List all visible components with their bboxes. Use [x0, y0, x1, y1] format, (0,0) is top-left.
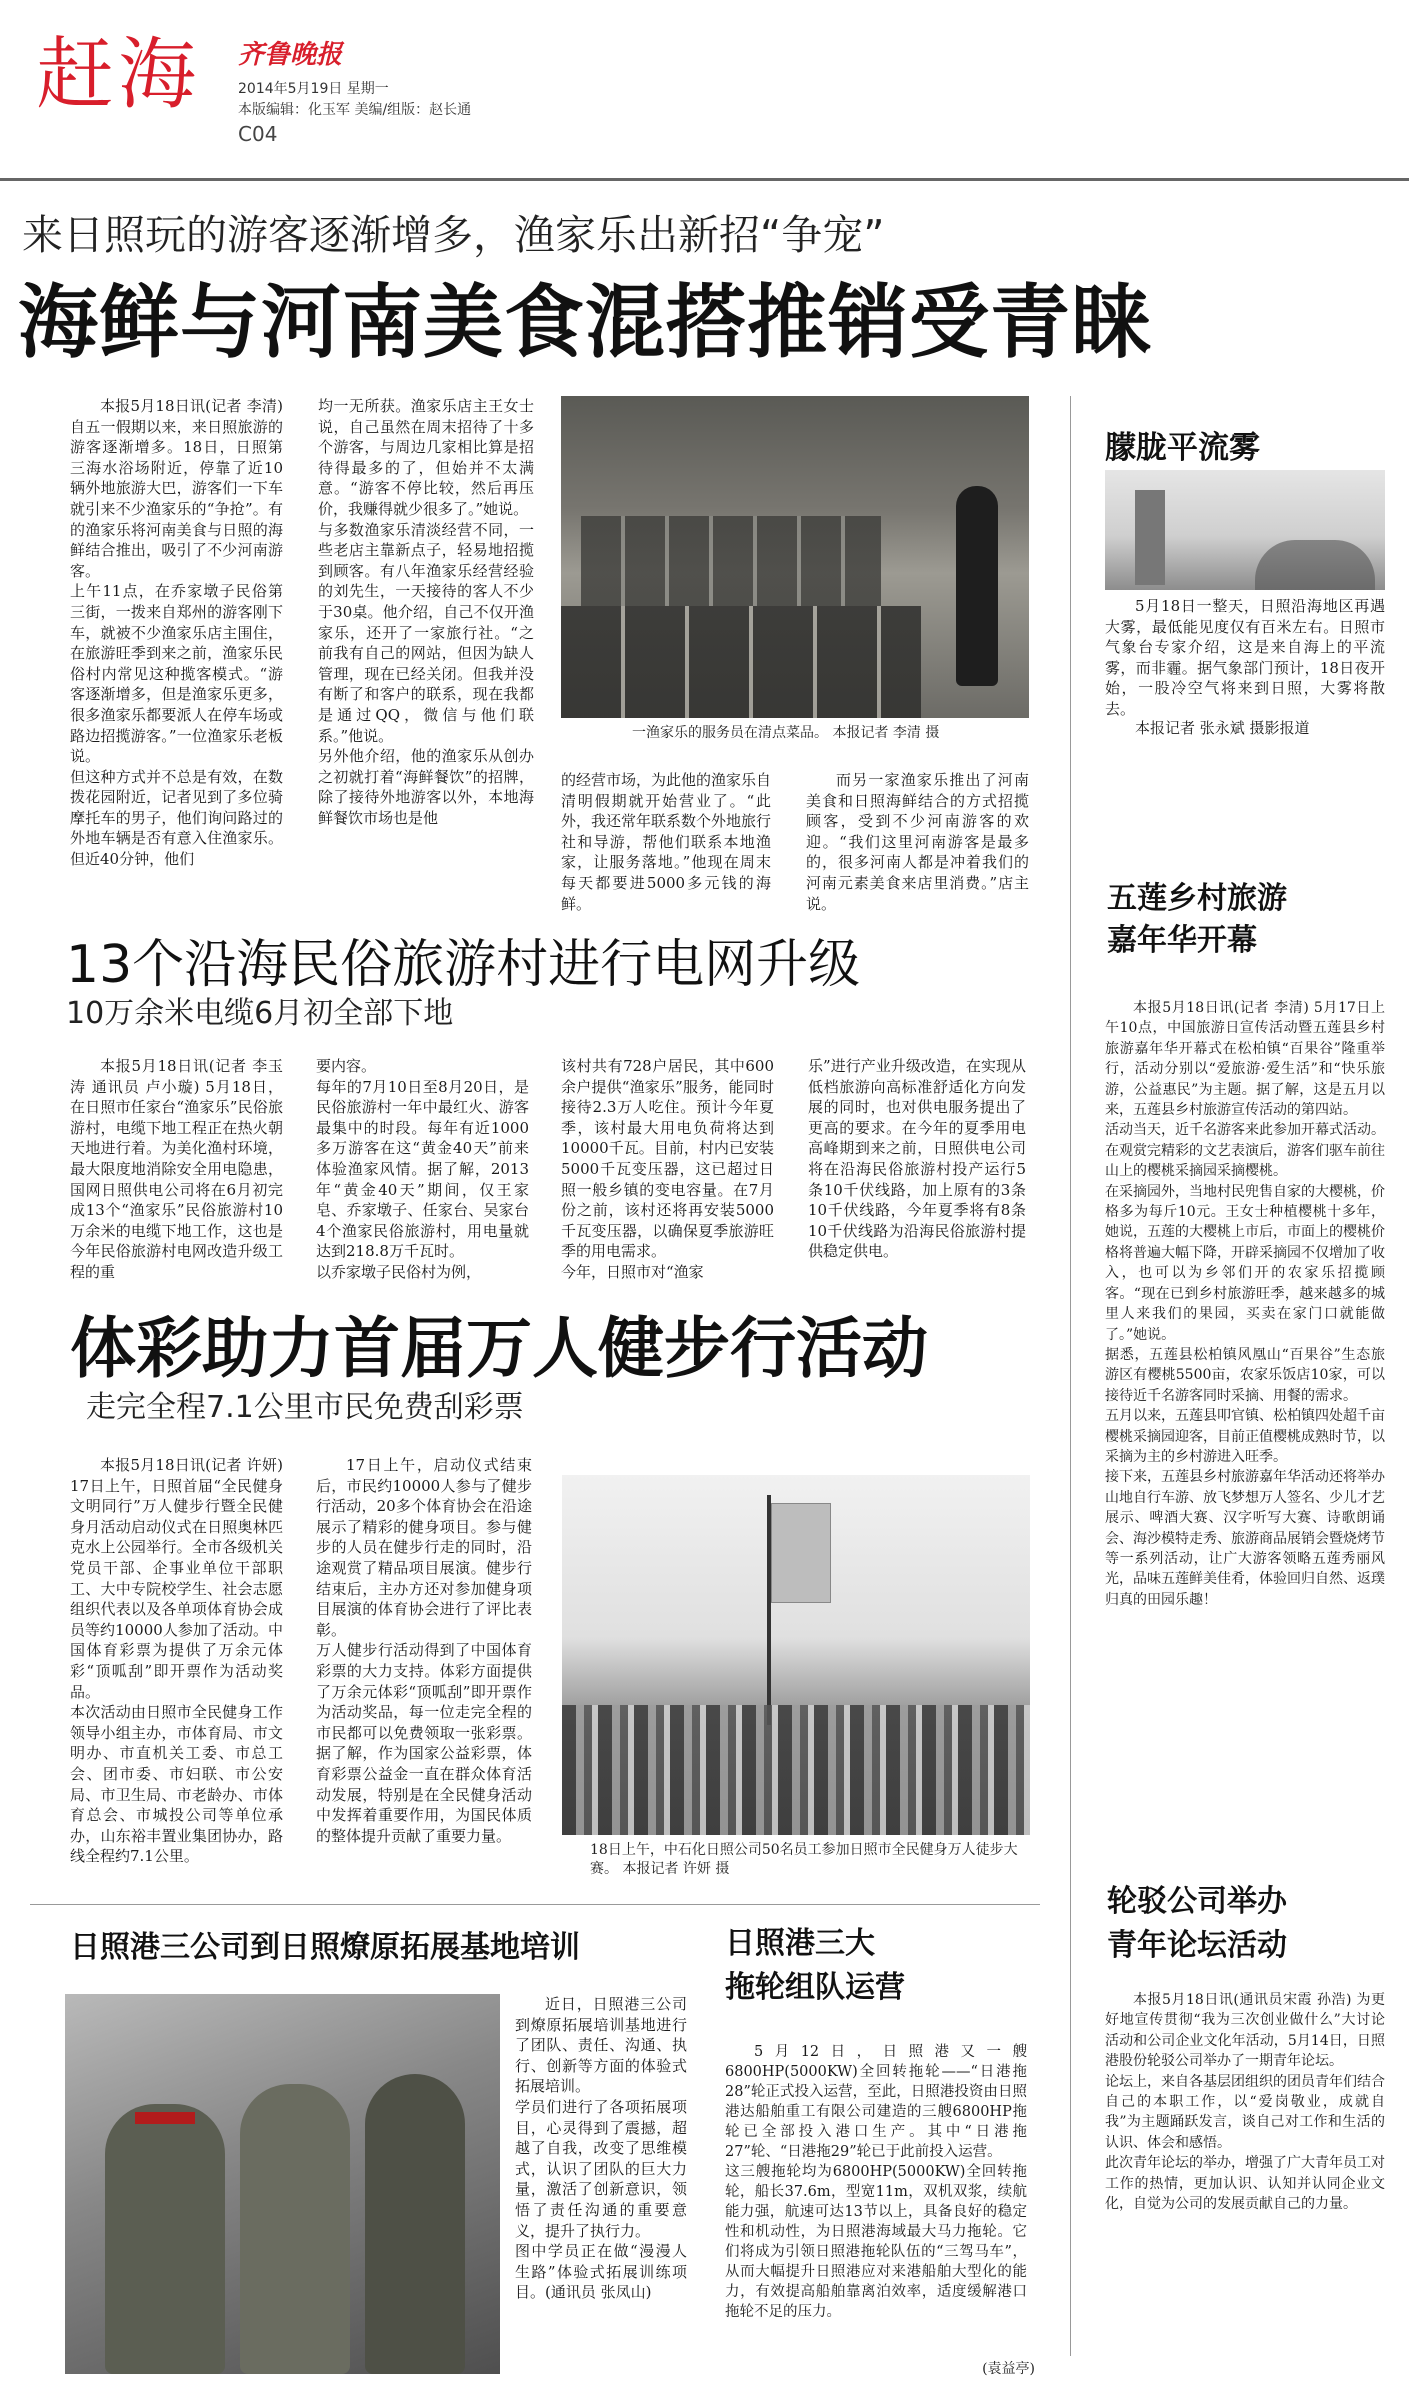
editor-credits: 本版编辑：化玉军 美编/组版：赵长通 [238, 102, 472, 118]
crowd [562, 1705, 1030, 1835]
flag [771, 1503, 831, 1603]
story1-col2 [318, 396, 534, 916]
fog-photo [1105, 470, 1385, 590]
story3-subtitle: 走完全程7.1公里市民免费刮彩票 [86, 1390, 524, 1425]
story1-photo-caption: 一渔家乐的服务员在清点菜品。 本报记者 李清 摄 [632, 725, 940, 741]
story2-text-2: 要内容。 每年的7月10日至8月20日，是民俗旅游村一年中最红火、游客最集中的时段。每年有近1000多万游客在这“黄金40天”前来体验渔家风情。据了解，2013年“黄金40天”期间，仅王家皂、乔家墩子、任家台、吴家台4个渔家民俗旅游村，用电量就达到218.8万千瓦时。 以乔家墩子民俗村为例， [316, 1057, 529, 1281]
story6-body [1105, 998, 1385, 1776]
story5-headline: 日照港三大 拖轮组队运营 [725, 1926, 905, 2005]
issue-date: 2014年5月19日 星期一 [238, 81, 389, 97]
story4-headline: 日照港三公司到日照燎原拓展基地培训 [70, 1930, 580, 1965]
story2-col3 [561, 1056, 774, 1282]
story5-body [725, 2042, 1027, 2360]
story1-text-2: 均一无所获。渔家乐店主王女士说，自己虽然在周末招待了十多个游客，与周边几家相比算是招待得最多的了，但始并不太满意。“游客不停比较，然后再压价，我赚得就少很多了。”她说。 与多数渔家乐清淡经营不同，一些老店主靠新点子，轻易地招揽到顾客。有八年渔家乐经营经验的刘先生，一天接待的客人不少于30桌。他介绍，自己不仅开渔家乐，还开了一家旅行社。“之前我有自己的网站，但因为缺人管理，现在已经关闭。但我并没有断了和客户的联系，现在我都是通过QQ，微信与他们联系。”他说。 另外他介绍，他的渔家乐从创办之初就打着“海鲜餐饮”的招牌，除了接待外地游客以外，本地海鲜餐饮市场也是他 [318, 397, 534, 827]
story3-headline: 体彩助力首届万人健步行活动 [70, 1310, 928, 1387]
story2-text-1: 本报5月18日讯(记者 李玉涛 通讯员 卢小璇) 5月18日，在日照市任家台“渔家乐”民俗旅游村，电缆下地工程正在热火朝天地进行着。为美化渔村环境，最大限度地消除安全用电隐患，国网日照供电公司将在6月初完成13个“渔家乐”民俗旅游村10万余米的电缆下地工作，这也是今年民俗旅游村电网改造升级工程的重 [70, 1057, 283, 1281]
header-rule [0, 178, 1409, 181]
photo-trainee-3 [365, 2074, 465, 2374]
story2-text-3: 该村共有728户居民，其中600余户提供“渔家乐”服务，能同时接待2.3万人吃住。预计今年夏季，该村最大用电负荷将达到10000千瓦。目前，村内已安装5000千瓦变压器，这已超过日照一般乡镇的变电容量。在7月份之前，该村还将再安装5000千瓦变压器，以确保夏季旅游旺季的用电需求。 今年，日照市对“渔家 [561, 1057, 774, 1281]
section-title: 赶海 [36, 30, 201, 120]
page-number: C04 [238, 122, 278, 146]
story7-body [1105, 1990, 1385, 2350]
fog-text: 5月18日一整天，日照沿海地区再遇大雾，最低能见度仅有百米左右。日照市气象台专家介绍，这是来自海上的平流雾，而非霾。据气象部门预计，18日夜开始，一股冷空气将来到日照，大雾将散去。 [1105, 597, 1385, 718]
story3-col2 [316, 1455, 532, 1891]
story2-col2 [316, 1056, 529, 1282]
story3-col1 [70, 1455, 283, 1891]
story4-text: 近日，日照港三公司到燎原拓展培训基地进行了团队、责任、沟通、执行、创新等方面的体验式拓展培训。 学员们进行了各项拓展项目，心灵得到了震撼，超越了自我，改变了思维模式，认识了团队的巨大力量，激活了创新意识，领悟了责任沟通的重要意义，提升了执行力。 图中学员正在做“漫漫人生路”体验式拓展训练项目。(通讯员 张凤山) [515, 1995, 687, 2302]
story3-photo-caption: 18日上午，中石化日照公司50名员工参加日照市全民健身万人徒步大赛。 本报记者 许妍 摄 [590, 1842, 1018, 1877]
story5-credit: (袁益亭) [982, 2361, 1035, 2377]
photo-trainee-2 [240, 2084, 350, 2374]
story1-col4 [806, 770, 1029, 916]
story4-body [515, 1994, 687, 2374]
story6-text: 本报5月18日讯(记者 李清) 5月17日上午10点，中国旅游日宣传活动暨五莲县乡村旅游嘉年华开幕式在松柏镇“百果谷”隆重举行，活动分别以“爱旅游·爱生活”和“快乐旅游，公益惠民”为主题。据了解，这是五月以来，五莲县乡村旅游宣传活动的第四站。 活动当天，近千名游客来此参加开幕式活动。在观赏完精彩的文艺表演后，游客们驱车前往山上的樱桃采摘园采摘樱桃。 在采摘园外，当地村民兜售自家的大樱桃，价格多为每斤10元。王女士种植樱桃十多年，她说，五莲的大樱桃上市后，市面上的樱桃价格将普遍大幅下降，开辟采摘园不仅增加了收入，也可以为乡邻们开的农家乐招揽顾客。“现在已到乡村旅游旺季，越来越多的城里人来我们的果园，买卖在家门口就能做了。”她说。 据悉，五莲县松柏镇风凰山“百果谷”生态旅游区有樱桃5500亩，农家乐饭店10家，可以接待近千名游客同时采摘、用餐的需求。 五月以来，五莲县叩官镇、松柏镇四处超千亩樱桃采摘园迎客，目前正值樱桃成熟时节，以采摘为主的乡村游进入旺季。 接下来，五莲县乡村旅游嘉年华活动还将举办山地自行车游、放飞梦想万人签名、少儿才艺展示、啤酒大赛、汉字听写大赛、诗歌朗诵会、海沙模特走秀、旅游商品展销会暨烧烤节等一系列活动，让广大游客领略五莲秀丽风光，品味五莲鲜美佳肴，体验回归自然、返璞归真的田园乐趣！ [1105, 1000, 1385, 1608]
story7-text: 本报5月18日讯(通讯员宋霞 孙浩) 为更好地宣传贯彻“我为三次创业做什么”大讨论活动和公司企业文化年活动，5月14日，日照港股份轮驳公司举办了一期青年论坛。 论坛上，来自各基层团组织的团员青年们结合自己的本职工作，以“爱岗敬业，成就自我”为主题踊跃发言，谈自己对工作和生活的认识、体会和感悟。 此次青年论坛的举办，增强了广大青年员工对工作的热情，更加认识、认知并认同企业文化，自觉为公司的发展贡献自己的力量。 [1105, 1992, 1385, 2213]
photo-person [956, 486, 998, 686]
story1-text-3: 的经营市场，为此他的渔家乐自清明假期就开始营业了。“此外，我还常年联系数个外地旅行社和导游，帮他们联系本地渔家，让服务落地。”他现在周末每天都要进5000多元钱的海鲜。 [561, 771, 771, 913]
photo-trainee-1 [105, 2104, 225, 2374]
story3-text-2: 17日上午，启动仪式结束后，市民约10000人参与了健步行活动，20多个体育协会在沿途展示了精彩的健身项目。参与健步的人员在健步行走的同时，沿途观赏了精品项目展演。健步行结束后，主办方还对参加健身项目展演的体育协会进行了评比表彰。 万人健步行活动得到了中国体育彩票的大力支持。体彩方面提供了万余元体彩“顶呱刮”即开票作为活动奖品，每一位走完全程的市民都可以免费领取一张彩票。据了解，作为国家公益彩票，体育彩票公益金一直在群众体育活动发展，特别是在全民健身活动中发挥着重要作用，为国民体质的整体提升贡献了重要力量。 [316, 1456, 532, 1845]
fog-building [1135, 490, 1165, 585]
photo-shelves [581, 516, 881, 606]
story1-photo [561, 396, 1029, 718]
right-column-rule [1070, 396, 1071, 2356]
fog-credit [1105, 718, 1385, 760]
fog-body [1105, 596, 1385, 718]
fog-headline: 朦胧平流雾 [1105, 430, 1260, 466]
story5-text: 5月12日，日照港又一艘6800HP(5000KW)全回转拖轮——“日港拖28”轮正式投入运营，至此，日照港投资由日照港达船舶重工有限公司建造的三艘6800HP拖轮已全部投入港口生产。其中“日港拖27”轮、“日港拖29”轮已于此前投入运营。 这三艘拖轮均为6800HP(5000KW)全回转拖轮，船长37.6m，型宽11m，双机双浆，续航能力强，航速可达13节以上，具备良好的稳定性和机动性，为日照港海域最大马力拖轮。它们将成为引领日照港拖轮队伍的“三驾马车”，从而大幅提升日照港应对来港船舶大型化的能力，有效提高船舶靠离泊效率，适度缓解港口拖轮不足的压力。 [725, 2044, 1027, 2320]
story2-col1 [70, 1056, 283, 1282]
story3-photo [562, 1475, 1030, 1835]
story1-headline: 海鲜与河南美食混搭推销受青睐 [18, 276, 1152, 369]
story2-subtitle: 10万余米电缆6月初全部下地 [66, 996, 454, 1031]
story1-col1 [70, 396, 283, 916]
story4-photo [65, 1994, 500, 2374]
story6-headline: 五莲乡村旅游 嘉年华开幕 [1107, 881, 1287, 958]
story3-text-1: 本报5月18日讯(记者 许妍) 17日上午，日照首届“全民健身 文明同行”万人健步行暨全民健身月活动启动仪式在日照奥林匹克水上公园举行。全市各级机关党员干部、企事业单位干部职工、大中专院校学生、社会志愿组织代表以及各单项体育协会成员等约10000人参加了活动。中国体育彩票为提供了万余元体彩“顶呱刮”即开票作为活动奖品。 本次活动由日照市全民健身工作领导小组主办，市体育局、市文明办、市直机关工委、市总工会、团市委、市妇联、市公安局、市卫生局、市老龄办、市体育总会、市城投公司等单位承办，山东裕丰置业集团协办，路线全程约7.1公里。 [70, 1456, 283, 1866]
story2-headline: 13个沿海民俗旅游村进行电网升级 [66, 935, 861, 995]
story2-col4 [808, 1056, 1026, 1282]
photo-tanks [561, 606, 921, 718]
story1-col3 [561, 770, 771, 916]
story2-text-4: 乐”进行产业升级改造，在实现从低档旅游向高标准舒适化方向发展的同时，也对供电服务提出了更高的要求。在今年的夏季用电高峰期到来之前，日照供电公司将在沿海民俗旅游村投产运行5条10千伏线路，加上原有的3条10千伏线路，今年夏季将有8条10千伏线路为沿海民俗旅游村提供稳定供电。 [808, 1057, 1026, 1261]
newspaper-logo: 齐鲁晚报 [238, 40, 343, 70]
story1-text-1: 本报5月18日讯(记者 李清) 自五一假期以来，来日照旅游的游客逐渐增多。18日，日照第三海水浴场附近，停靠了近10辆外地旅游大巴，游客们一下车就引来不少渔家乐的“争抢”。有的渔家乐将河南美食与日照的海鲜结合推出，吸引了不少河南游客。 上午11点，在乔家墩子民俗第三街，一拨来自郑州的游客刚下车，就被不少渔家乐店主围住，在旅游旺季到来之前，渔家乐民俗村内常见这种揽客模式。“游客逐渐增多，但是渔家乐更多，很多渔家乐都要派人在停车场或路边招揽游客。”一位渔家乐老板说。 但这种方式并不总是有效，在数拨花园附近，记者见到了多位骑摩托车的男子，他们询问路过的外地车辆是否有意入住渔家乐。但近40分钟，他们 [70, 397, 283, 869]
fog-tree [1255, 540, 1375, 590]
photo-blindfold [135, 2112, 195, 2124]
story3-bottom-rule [30, 1904, 1040, 1905]
story1-text-4: 而另一家渔家乐推出了河南美食和日照海鲜结合的方式招揽顾客，受到不少河南游客的欢迎。“我们这里河南游客是最多的，很多河南人都是冲着我们的河南元素美食来店里消费。”店主说。 [806, 771, 1029, 913]
fog-credit-text: 本报记者 张永斌 摄影报道 [1135, 719, 1310, 737]
story7-headline: 轮驳公司举办 青年论坛活动 [1107, 1884, 1287, 1963]
story1-kicker: 来日照玩的游客逐渐增多，渔家乐出新招“争宠” [22, 211, 885, 259]
